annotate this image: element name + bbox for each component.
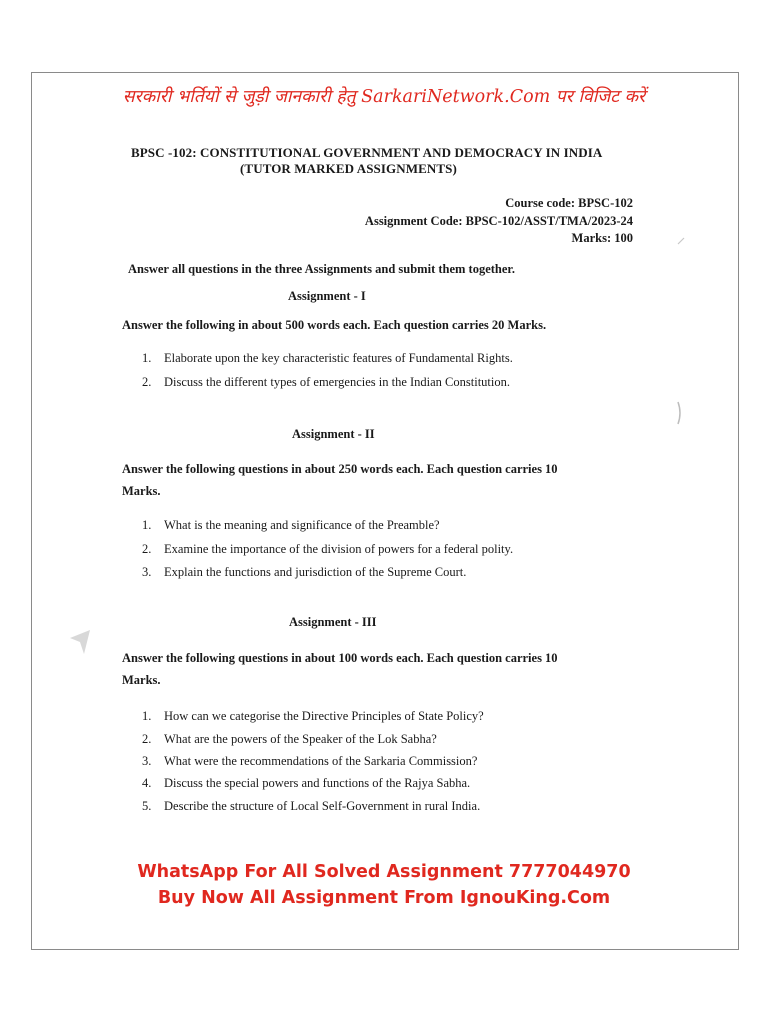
question-text: Elaborate upon the key characteristic features of Fundamental Rights.	[164, 351, 513, 365]
assignment-instruction-continued: Marks.	[122, 484, 161, 498]
list-item	[142, 776, 470, 791]
course-code: Course code: BPSC-102	[505, 196, 633, 210]
whatsapp-promo: WhatsApp For All Solved Assignment 7777044970	[137, 862, 631, 882]
question-number: 3.	[142, 565, 152, 579]
question-number: 3.	[142, 754, 152, 768]
question-number: 5.	[142, 799, 152, 813]
assignment-instruction: Answer the following in about 500 words each. Each question carries 20 Marks.	[122, 318, 547, 332]
question-number: 1.	[142, 351, 152, 365]
assignment-instruction-continued: Marks.	[122, 673, 161, 687]
scan-artifact-mark	[66, 626, 94, 658]
general-instruction: Answer all questions in the three Assignments and submit them together.	[128, 262, 515, 276]
question-number: 1.	[142, 518, 152, 532]
document-title: BPSC -102: CONSTITUTIONAL GOVERNMENT AND DEMOCRACY IN INDIA	[131, 145, 603, 160]
list-item	[142, 732, 437, 747]
assignment-instruction: Answer the following questions in about 100 words each. Each question carries 10	[122, 651, 558, 665]
buy-promo: Buy Now All Assignment From IgnouKing.Com	[157, 888, 611, 908]
scan-artifact-mark	[676, 400, 684, 426]
question-text: Discuss the special powers and functions of the Rajya Sabha.	[164, 776, 471, 790]
question-number: 2.	[142, 732, 152, 746]
question-number: 1.	[142, 709, 152, 723]
list-item	[142, 542, 513, 557]
assignment-heading: Assignment - I	[288, 289, 366, 303]
promo-banner: सरकारी भर्तियों से जुड़ी जानकारी हेतु SarkariNetwork.Com पर विजिट करें	[122, 87, 646, 107]
question-text: How can we categorise the Directive Principles of State Policy?	[164, 709, 484, 723]
question-text: What is the meaning and significance of the Preamble?	[164, 518, 440, 532]
question-number: 2.	[142, 375, 152, 389]
list-item	[142, 518, 440, 533]
marks: Marks: 100	[571, 231, 633, 245]
list-item	[142, 799, 480, 814]
question-text: Discuss the different types of emergencies in the Indian Constitution.	[164, 375, 510, 389]
question-text: Explain the functions and jurisdiction of the Supreme Court.	[164, 565, 467, 579]
document-subtitle: (TUTOR MARKED ASSIGNMENTS)	[240, 161, 457, 176]
list-item	[142, 709, 484, 724]
scan-artifact-mark	[676, 236, 686, 246]
question-text: Describe the structure of Local Self-Government in rural India.	[164, 799, 481, 813]
question-number: 4.	[142, 776, 152, 790]
assignment-heading: Assignment - III	[289, 615, 377, 629]
list-item	[142, 351, 513, 366]
assignment-heading: Assignment - II	[292, 427, 375, 441]
list-item	[142, 565, 466, 580]
list-item	[142, 375, 510, 390]
question-text: What are the powers of the Speaker of the Lok Sabha?	[164, 732, 437, 746]
list-item	[142, 754, 477, 769]
assignment-instruction: Answer the following questions in about 250 words each. Each question carries 10	[122, 462, 558, 476]
question-number: 2.	[142, 542, 152, 556]
question-text: What were the recommendations of the Sarkaria Commission?	[164, 754, 478, 768]
question-text: Examine the importance of the division of powers for a federal polity.	[164, 542, 514, 556]
assignment-code: Assignment Code: BPSC-102/ASST/TMA/2023-24	[364, 214, 633, 228]
